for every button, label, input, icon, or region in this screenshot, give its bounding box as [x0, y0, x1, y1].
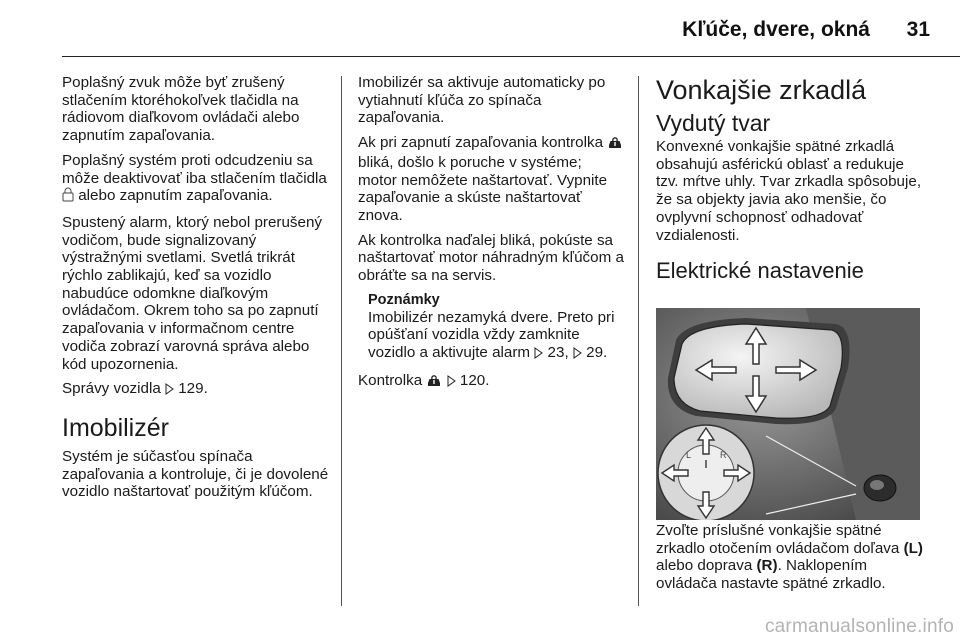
- mirror-adjust-paragraph: Zvoľte príslušné vonkajšie spätné zrkadlo otočením ovládačom doľava (L) alebo doprava (R). Naklopením ovládača nastavte spätné zrkadlo.: [656, 522, 923, 593]
- reference-link[interactable]: 29.: [586, 344, 608, 362]
- padlock-button-icon: [62, 187, 74, 207]
- page-title: Kľúče, dvere, okná: [682, 18, 870, 41]
- right-label: (R): [756, 557, 778, 575]
- reference-link[interactable]: 23,: [547, 344, 569, 362]
- car-key-warning-icon: [426, 374, 442, 392]
- electric-adjustment-heading: Elektrické nastavenie: [656, 258, 864, 284]
- reference-link[interactable]: 129.: [178, 380, 208, 398]
- note-box: [368, 292, 624, 364]
- reference-arrow-icon: [534, 346, 543, 364]
- column-divider: [341, 76, 342, 606]
- svg-text:R: R: [720, 450, 727, 460]
- alarm-deactivate-paragraph: Poplašný systém proti odcudzeniu sa môže deaktivovať iba stlačením tlačidla alebo zapnutím zapaľovania.: [62, 152, 334, 207]
- note-label: Poznámky: [368, 291, 440, 308]
- reference-link[interactable]: 120.: [459, 371, 490, 389]
- mirror-adjustment-illustration: [656, 308, 920, 520]
- immobilizer-heading: Imobilizér: [62, 413, 169, 442]
- alarm-cancel-paragraph: Poplašný zvuk môže byť zrušený stlačením ktoréhokoľvek tlačidla na rádiovom diaľkovom ovládači alebo zapnutím zapaľovania.: [62, 74, 300, 145]
- alarm-triggered-paragraph: Spustený alarm, ktorý nebol prerušený vodičom, bude signalizovaný výstražnými svetlami. Svetlá trikrát rýchlo zablikajú, keď sa vozidlo nabudúce odomkne diaľkovým ovládačom. Okrem toho sa po zapnutí zapaľovania v informačnom centre vodiča zobrazí varovná správa alebo kód upozornenia.: [62, 213, 323, 373]
- svg-text:L: L: [686, 450, 692, 460]
- convex-shape-paragraph: Konvexné vonkajšie spätné zrkadlá obsahujú asférickú oblasť a redukuje tzv. mŕtve uhly. Tvar zrkadla spôsobuje, že sa objekty javia ako menšie, čo ovplyvní schopnosť odhadovať vzdialenosti.: [656, 138, 922, 244]
- reference-arrow-icon: [447, 374, 456, 392]
- column-2: [358, 74, 624, 399]
- control-lamp-reference: Kontrolka 120.: [358, 372, 624, 392]
- vehicle-messages-reference: Správy vozidla 129.: [62, 380, 334, 400]
- header-divider: [62, 56, 960, 57]
- immobilizer-paragraph: Systém je súčasťou spínača zapaľovania a kontroluje, či je dovolené vozidlo naštartovať použitým kľúčom.: [62, 447, 329, 501]
- car-key-warning-icon: [607, 136, 623, 154]
- immobilizer-fault-paragraph: Ak pri zapnutí zapaľovania kontrolka bliká, došlo k poruche v systéme; motor nemôžete naštartovať. Vypnite zapaľovanie a skúste naštartovať znova.: [358, 134, 624, 225]
- reference-arrow-icon: [573, 346, 582, 364]
- left-label: (L): [903, 539, 923, 557]
- page-number: 31: [906, 18, 930, 41]
- immobilizer-activation-paragraph: Imobilizér sa aktivuje automaticky po vytiahnutí kľúča zo spínača zapaľovania.: [358, 74, 606, 127]
- note-text: Imobilizér nezamyká dvere. Preto pri opúšťaní vozidla vždy zamknite vozidlo a aktivujte alarm 23, 29.: [368, 309, 624, 364]
- column-divider: [638, 76, 639, 606]
- convex-shape-heading: Vydutý tvar: [656, 110, 771, 136]
- reference-arrow-icon: [165, 382, 174, 400]
- immobilizer-service-paragraph: Ak kontrolka naďalej bliká, pokúste sa naštartovať motor náhradným kľúčom a obráťte sa na servis.: [358, 231, 624, 285]
- electric-adjustment-text: [656, 522, 924, 600]
- watermark: carmanualsonline.info: [764, 616, 954, 637]
- exterior-mirrors-heading: Vonkajšie zrkadlá: [656, 75, 867, 105]
- column-1: [62, 74, 334, 508]
- column-3: [656, 74, 924, 294]
